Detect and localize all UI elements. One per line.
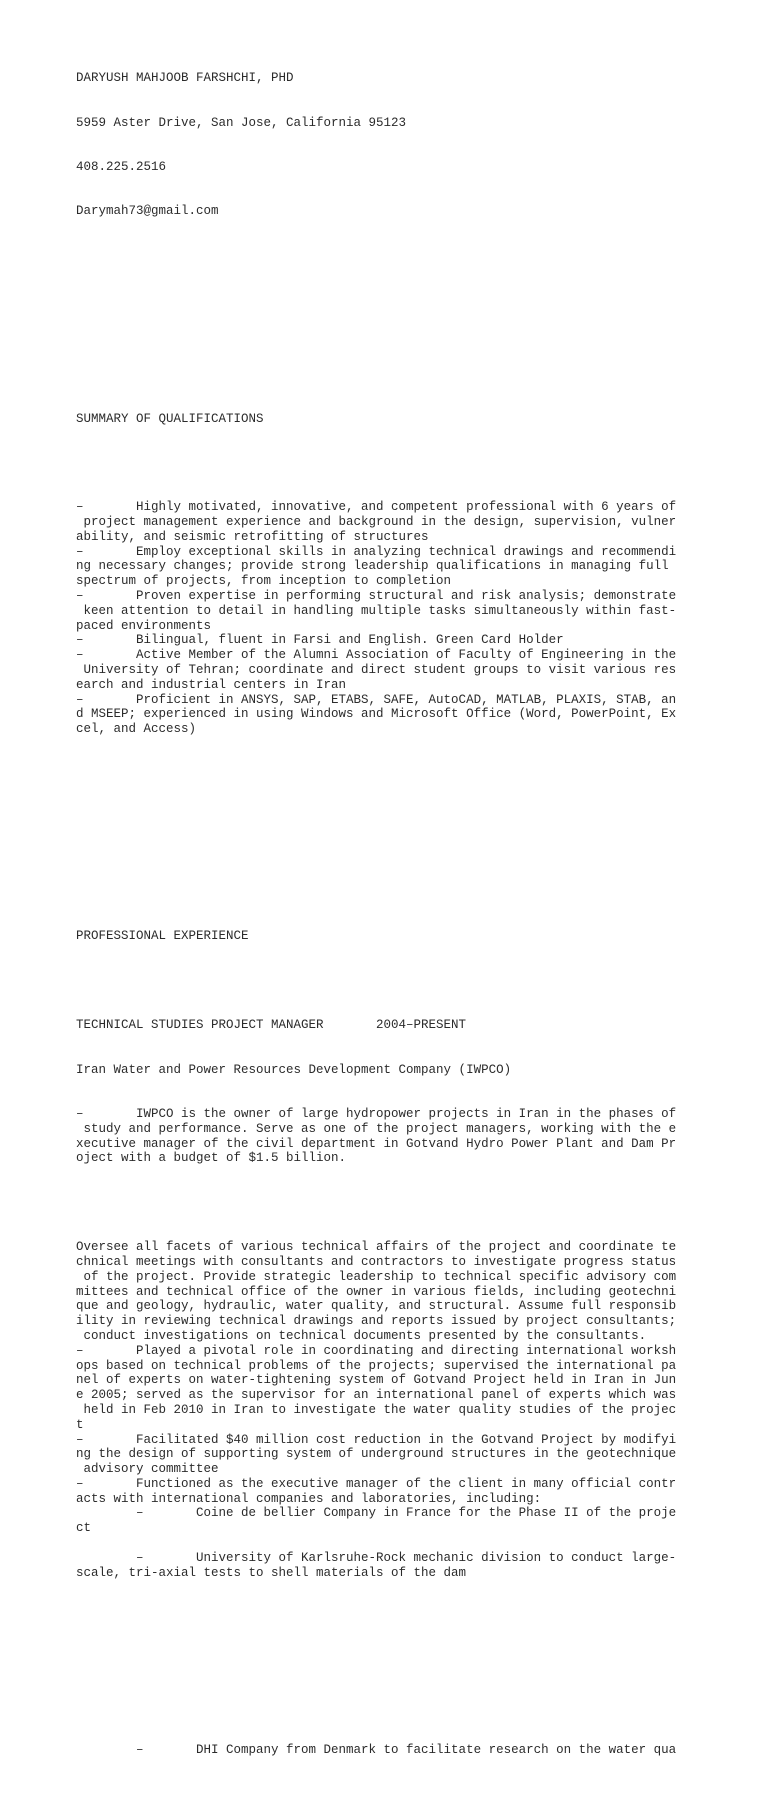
job-body-line: nel of experts on water-tightening system of Gotvand Project held in Iran in Jun [76,1373,677,1388]
job-body-line: ng the design of supporting system of underground structures in the geotechnique [76,1447,677,1462]
phone-line: 408.225.2516 [76,159,167,174]
summary-line: keen attention to detail in handling multiple tasks simultaneously within fast- [76,603,677,618]
summary-line: spectrum of projects, from inception to completion [76,574,452,589]
summary-line: University of Tehran; coordinate and direct student groups to visit various res [76,663,677,678]
email-line: Darymah73@gmail.com [76,204,219,219]
job-body-line: ops based on technical problems of the projects; supervised the international pa [76,1358,677,1373]
summary-line: ability, and seismic retrofitting of structures [76,529,429,544]
summary-line: cel, and Access) [76,722,197,737]
job-body-line: – Played a pivotal role in coordinating and directing international worksh [76,1343,677,1358]
section-heading-summary: SUMMARY OF QUALIFICATIONS [76,411,264,426]
job-body-line: ility in reviewing technical drawings and reports issued by project consultants; [76,1314,677,1329]
job-intro-lines [76,1107,716,1166]
summary-line: – Proficient in ANSYS, SAP, ETABS, SAFE, AutoCAD, MATLAB, PLAXIS, STAB, an [76,692,677,707]
job-body-line: scale, tri-axial tests to shell materials of the dam [76,1565,467,1580]
job-body-lines [76,1240,716,1580]
summary-line: – Employ exceptional skills in analyzing technical drawings and recommendi [76,544,677,559]
summary-line: project management experience and background in the design, supervision, vulner [76,515,677,530]
job-body-line: of the project. Provide strategic leadership to technical specific advisory com [76,1269,677,1284]
job-body-line: advisory committee [76,1462,219,1477]
job-body-line: Oversee all facets of various technical affairs of the project and coordinate te [76,1240,677,1255]
job-body-line: acts with international companies and laboratories, including: [76,1491,542,1506]
summary-line: – Bilingual, fluent in Farsi and English. Green Card Holder [76,633,564,648]
job-body-line: mittees and technical office of the owner in various fields, including geotechni [76,1284,677,1299]
contact-block [76,42,716,249]
job-title-line: TECHNICAL STUDIES PROJECT MANAGER 2004–PRESENT [76,1018,467,1033]
summary-line: earch and industrial centers in Iran [76,677,347,692]
experience-section [76,900,716,1788]
job-body-line: e 2005; served as the supervisor for an international panel of experts which was [76,1388,677,1403]
job-body-line: – University of Karlsruhe-Rock mechanic division to conduct large- [76,1550,677,1565]
section-heading-experience: PROFESSIONAL EXPERIENCE [76,929,249,944]
job-body-line [76,1536,716,1551]
job-body-line: que and geology, hydraulic, water quality, and structural. Assume full responsib [76,1299,677,1314]
job-intro-line: – IWPCO is the owner of large hydropower projects in Iran in the phases of [76,1106,677,1121]
job-intro-line: oject with a budget of $1.5 billion. [76,1151,347,1166]
summary-line: ng necessary changes; provide strong leadership qualifications in managing full [76,559,669,574]
job-body-line: conduct investigations on technical documents presented by the consultants. [76,1328,647,1343]
job-intro-line: xecutive manager of the civil department in Gotvand Hydro Power Plant and Dam Pr [76,1136,677,1151]
summary-line: paced environments [76,618,212,633]
summary-line: d MSEEP; experienced in using Windows and Microsoft Office (Word, PowerPoint, Ex [76,707,677,722]
job-intro-line: study and performance. Serve as one of the project managers, working with the e [76,1121,677,1136]
trailing-bullet-line: – DHI Company from Denmark to facilitate research on the water qua [76,1743,677,1758]
job-body-line: – Facilitated $40 million cost reduction in the Gotvand Project by modifyi [76,1432,677,1447]
job-body-line: – Coine de bellier Company in France for the Phase II of the proje [76,1506,677,1521]
job-body-line: ct [76,1521,92,1536]
resume-document [76,12,716,1802]
summary-line: – Active Member of the Alumni Association of Faculty of Engineering in the [76,648,677,663]
job-body-line: – Functioned as the executive manager of the client in many official contr [76,1476,677,1491]
job-body-line: chnical meetings with consultants and contractors to investigate progress status [76,1254,677,1269]
summary-line: – Proven expertise in performing structural and risk analysis; demonstrate [76,589,677,604]
company-line: Iran Water and Power Resources Development Company (IWPCO) [76,1062,512,1077]
summary-section [76,382,716,767]
address-line: 5959 Aster Drive, San Jose, California 95123 [76,115,407,130]
candidate-name: DARYUSH MAHJOOB FARSHCHI, PHD [76,71,294,86]
summary-lines [76,500,716,737]
job-body-line: held in Feb 2010 in Iran to investigate the water quality studies of the projec [76,1402,677,1417]
summary-line: – Highly motivated, innovative, and competent professional with 6 years of [76,500,677,515]
job-body-line: t [76,1417,84,1432]
